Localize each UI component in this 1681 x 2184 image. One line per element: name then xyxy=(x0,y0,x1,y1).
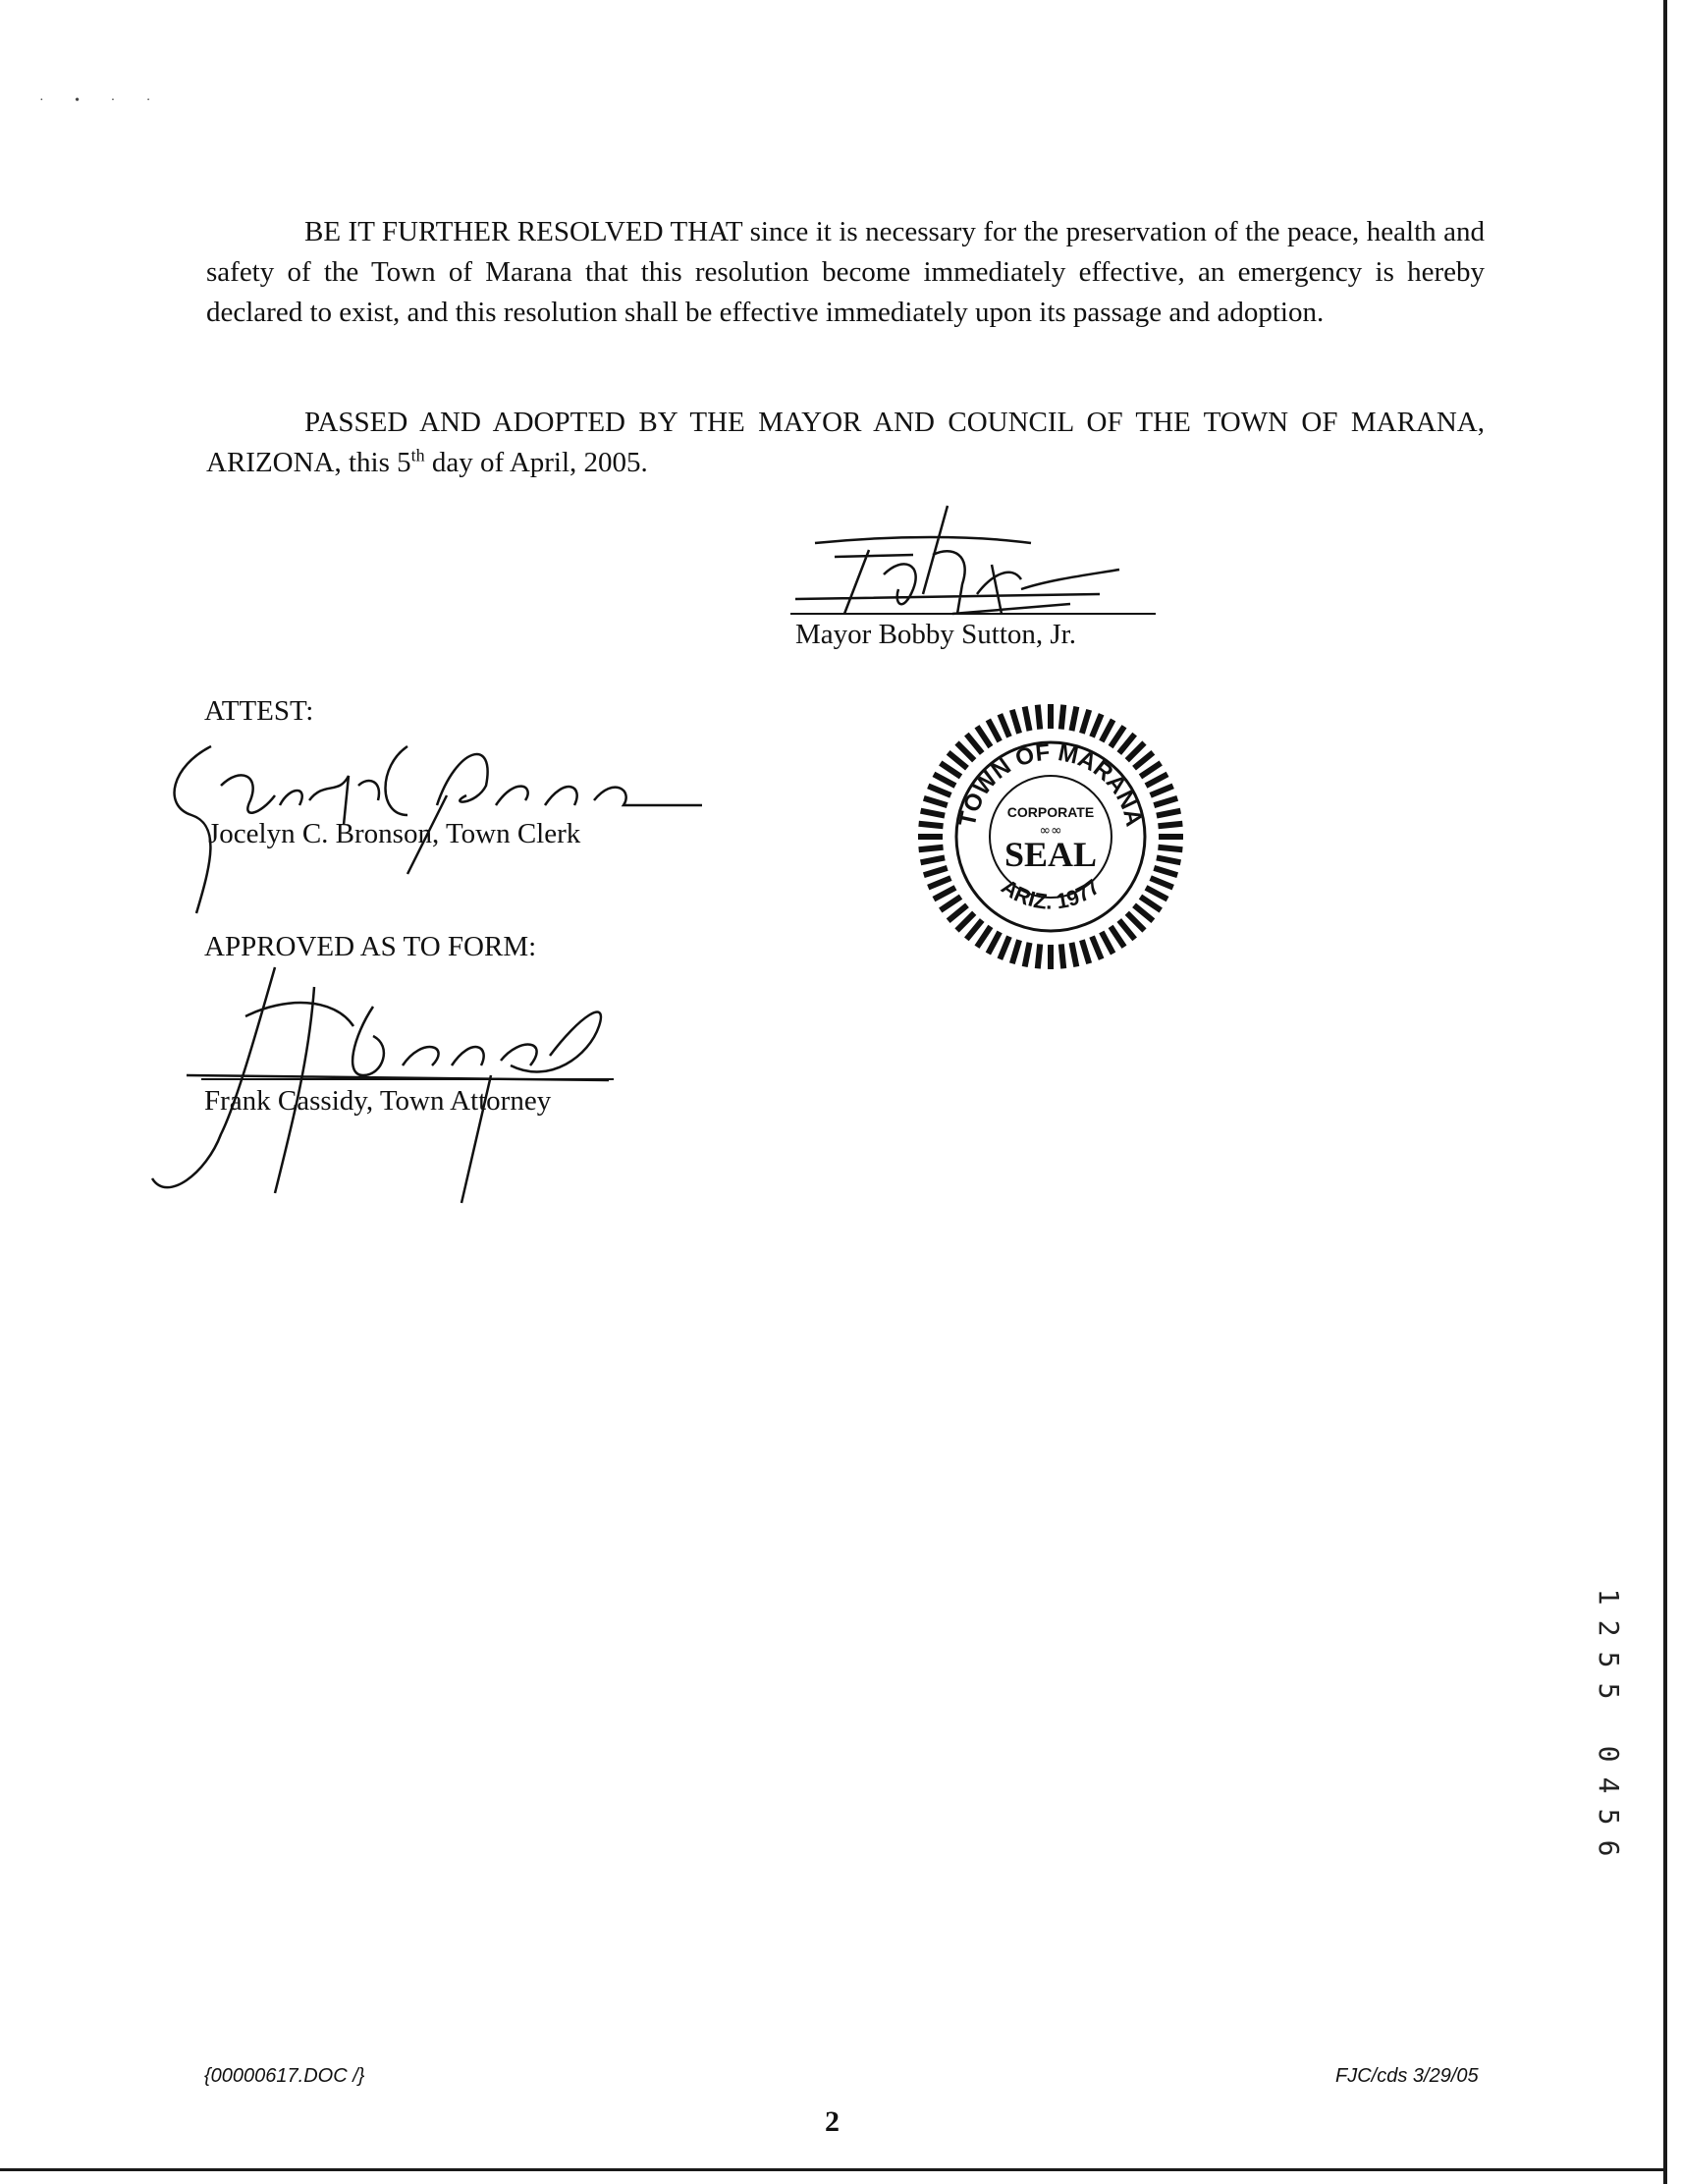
seal-tick xyxy=(1127,913,1145,931)
seal-tick xyxy=(941,897,961,910)
seal-tick xyxy=(988,932,1000,954)
mayor-signature-line xyxy=(790,613,1156,615)
seal-tick xyxy=(1102,720,1113,741)
seal-tick xyxy=(966,735,982,753)
approved-label: APPROVED AS TO FORM: xyxy=(204,931,537,962)
seal-tick xyxy=(1102,932,1113,954)
seal-tick xyxy=(1111,727,1124,747)
seal-tick xyxy=(919,847,944,849)
seal-tick xyxy=(928,786,950,795)
seal-tick xyxy=(924,798,948,805)
seal-tick xyxy=(941,763,961,777)
seal-tick xyxy=(1012,940,1019,963)
seal-tick xyxy=(977,727,991,747)
ordinal-suffix: th xyxy=(410,445,425,465)
seal-tick xyxy=(1082,940,1089,963)
seal-tick xyxy=(921,811,946,816)
seal-tick xyxy=(1061,944,1063,968)
seal-infinity-mark: ∞∞ xyxy=(1039,823,1062,839)
seal-tick xyxy=(924,868,948,875)
passed-adopted-paragraph xyxy=(206,403,1485,483)
svg-text:ARIZ. 1977 xyxy=(997,874,1104,914)
seal-tick xyxy=(1111,926,1124,947)
seal-tick xyxy=(957,743,975,761)
seal-tick xyxy=(1082,710,1089,734)
seal-tick xyxy=(1025,943,1030,967)
bates-digit: 5 xyxy=(1593,1682,1625,1700)
seal-tick xyxy=(1127,743,1145,761)
seal-tick xyxy=(1140,897,1161,910)
seal-tick xyxy=(1146,888,1167,900)
passed-text: PASSED AND ADOPTED BY THE MAYOR AND COUNCIL OF THE TOWN OF MARANA, ARIZONA, this 5 xyxy=(206,407,1485,478)
seal-tick xyxy=(928,878,950,888)
seal-tick xyxy=(949,752,967,768)
bates-digit: 2 xyxy=(1593,1619,1625,1637)
seal-corporate-text: CORPORATE xyxy=(1006,804,1095,820)
resolution-text: BE IT FURTHER RESOLVED THAT since it is necessary for the preservation of the peace, health and safety of the Town of Marana that this resolution become immediately effective, an emergency is hereby declared to exist, and this resolution shall be effective immediately upon its passage and adoption. xyxy=(206,216,1485,328)
footer-doc-id: {00000617.DOC /} xyxy=(204,2065,365,2087)
seal-main-text: SEAL xyxy=(1003,835,1098,874)
seal-tick xyxy=(1119,735,1135,753)
seal-tick xyxy=(1158,847,1182,849)
seal-tick xyxy=(934,774,955,786)
seal-tick xyxy=(1071,943,1076,967)
page-border-right xyxy=(1663,0,1667,2184)
seal-tick xyxy=(1119,920,1135,939)
seal-tick xyxy=(966,920,982,939)
seal-tick xyxy=(1092,714,1102,737)
seal-tick xyxy=(919,824,944,826)
seal-tick xyxy=(1092,937,1102,959)
seal-tick xyxy=(1157,857,1181,862)
bates-digit: 0 xyxy=(1593,1745,1625,1763)
seal-tick xyxy=(1158,824,1182,826)
bates-digit: 1 xyxy=(1593,1588,1625,1606)
seal-tick xyxy=(1134,905,1153,921)
town-corporate-seal xyxy=(913,699,1188,974)
seal-tick xyxy=(1151,786,1173,795)
bates-digit: 4 xyxy=(1593,1776,1625,1794)
seal-tick xyxy=(1061,705,1063,730)
seal-tick xyxy=(921,857,946,862)
seal-top-text: TOWN OF MARANA xyxy=(953,738,1148,830)
bates-bottom xyxy=(1589,1738,1628,1864)
footer-initials-date: FJC/cds 3/29/05 xyxy=(1335,2065,1479,2087)
seal-tick xyxy=(1071,707,1076,732)
resolution-paragraph xyxy=(206,212,1485,333)
seal-tick xyxy=(988,720,1000,741)
seal-bottom-text: ARIZ. 1977 xyxy=(997,874,1105,914)
attorney-name: Frank Cassidy, Town Attorney xyxy=(204,1085,552,1117)
seal-tick xyxy=(1134,752,1153,768)
seal-tick xyxy=(1154,798,1177,805)
seal-tick xyxy=(1000,714,1009,737)
seal-tick xyxy=(1157,811,1181,816)
bates-digit: 5 xyxy=(1593,1651,1625,1668)
seal-tick xyxy=(1038,944,1040,968)
seal-tick xyxy=(957,913,975,931)
page-border-bottom xyxy=(0,2168,1667,2171)
page-number: 2 xyxy=(825,2105,840,2138)
seal-tick xyxy=(1151,878,1173,888)
seal-tick xyxy=(1025,707,1030,732)
clerk-name: Jocelyn C. Bronson, Town Clerk xyxy=(208,818,581,849)
seal-tick xyxy=(934,888,955,900)
passed-date-text: day of April, 2005. xyxy=(424,447,648,478)
mayor-name: Mayor Bobby Sutton, Jr. xyxy=(795,619,1076,650)
attorney-signature-line xyxy=(201,1078,614,1080)
seal-tick xyxy=(1140,763,1161,777)
bates-number xyxy=(1589,1581,1628,1864)
seal-tick xyxy=(1012,710,1019,734)
attest-label: ATTEST: xyxy=(204,695,314,727)
seal-tick xyxy=(1038,705,1040,730)
seal-tick xyxy=(1154,868,1177,875)
seal-tick xyxy=(1000,937,1009,959)
bates-digit: 5 xyxy=(1593,1808,1625,1826)
seal-tick xyxy=(1146,774,1167,786)
seal-tick xyxy=(977,926,991,947)
seal-tick xyxy=(949,905,967,921)
bates-top xyxy=(1589,1581,1628,1707)
bates-digit: 6 xyxy=(1593,1839,1625,1857)
scan-artifact: · • · · xyxy=(39,93,165,108)
